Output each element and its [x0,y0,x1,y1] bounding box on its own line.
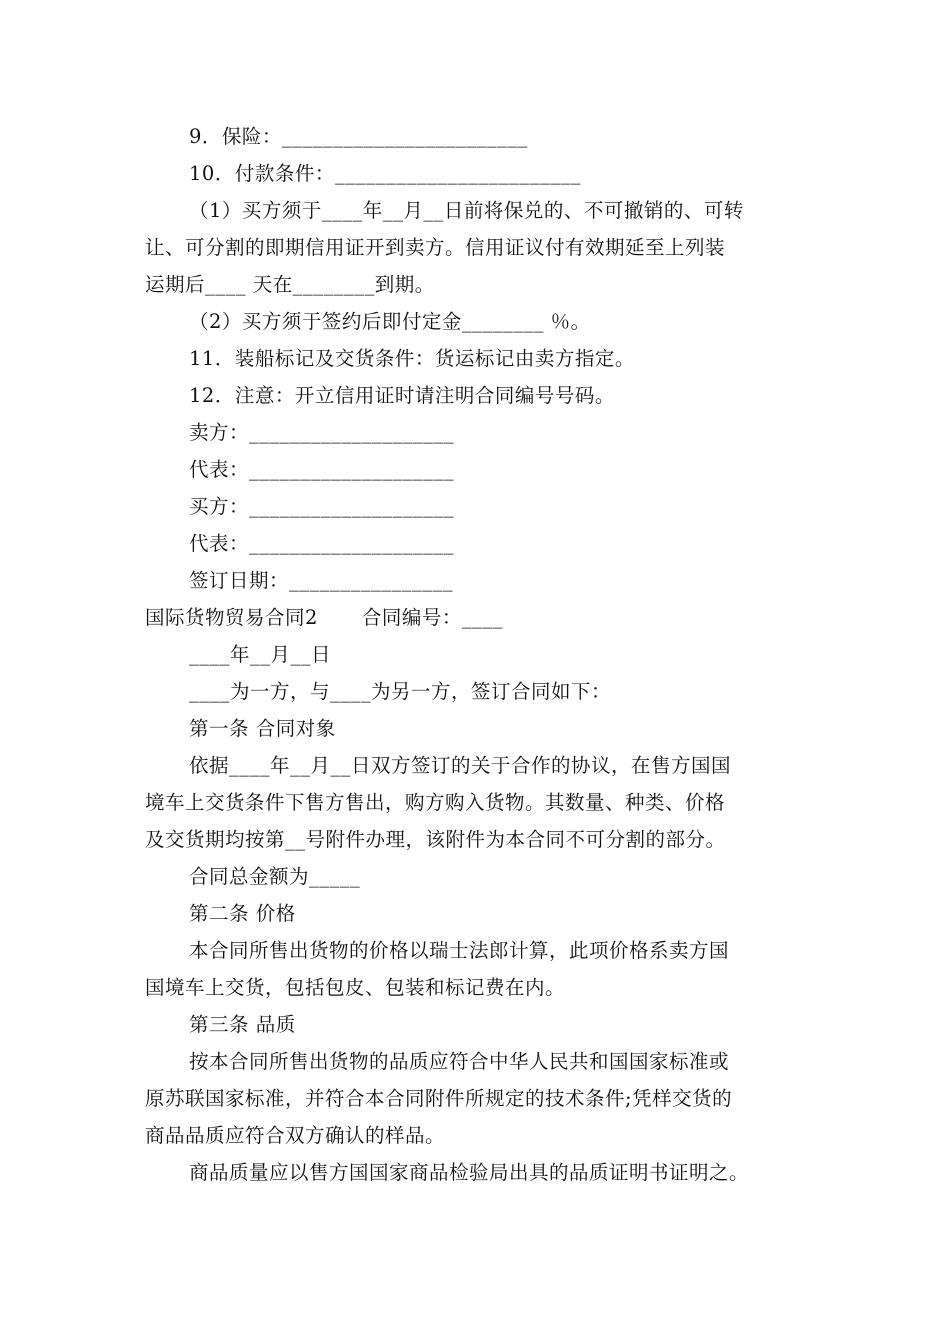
contract-2-number: 合同编号：____ [361,606,503,629]
contract-2-parties: ____为一方，与____为另一方，签订合同如下： [189,680,612,703]
article-1-line-3: 及交货期均按第__号附件办理，该附件为本合同不可分割的部分。 [145,828,726,851]
article-3-line-2: 原苏联国家标准，并符合本合同附件所规定的技术条件;凭样交货的 [145,1087,733,1110]
article-1-line-1: 依据____年__月__日双方签订的关于合作的协议，在售方国国 [189,754,732,777]
article-2-heading: 第二条 价格 [189,902,296,925]
buyer-signature-line: 买方：____________________ [189,495,455,518]
contract-2-title: 国际货物贸易合同2 [145,606,318,629]
seller-signature-line: 卖方：____________________ [189,421,455,444]
clause-9-insurance: 9．保险：________________________ [189,125,528,148]
seller-representative-line: 代表：____________________ [189,458,455,481]
contract-2-date: ____年__月__日 [189,643,332,666]
clause-10-1-line-1: （1）买方须于____年__月__日前将保兑的、不可撤销的、可转 [189,199,744,222]
contract-2-header [145,599,807,636]
clause-10-1-line-2: 让、可分割的即期信用证开到卖方。信用证议付有效期延至上列装 [145,236,726,259]
article-1-line-2: 境车上交货条件下售方售出，购方购入货物。其数量、种类、价格 [145,791,726,814]
article-2-line-2: 国境车上交货，包括包皮、包装和标记费在内。 [145,976,566,999]
clause-12-notice: 12．注意：开立信用证时请注明合同编号号码。 [189,384,615,407]
article-3-line-3: 商品品质应符合双方确认的样品。 [145,1124,446,1147]
clause-10-payment: 10．付款条件：________________________ [189,162,581,185]
buyer-representative-line: 代表：____________________ [189,532,455,555]
article-3-line-1: 按本合同所售出货物的品质应符合中华人民共和国国家标准或 [189,1050,730,1073]
article-3-quality-certificate: 商品质量应以售方国国家商品检验局出具的品质证明书证明之。 [189,1161,750,1184]
article-2-line-1: 本合同所售出货物的价格以瑞士法郎计算，此项价格系卖方国 [189,939,730,962]
article-1-total-amount: 合同总金额为_____ [189,865,361,888]
signing-date-line: 签订日期：________________ [189,569,454,592]
clause-11-marking: 11．装船标记及交货条件：货运标记由卖方指定。 [189,347,635,370]
clause-10-2: （2）买方须于签约后即付定金________ ％。 [189,310,591,333]
article-3-heading: 第三条 品质 [189,1013,296,1036]
article-1-heading: 第一条 合同对象 [189,717,336,740]
document-body [145,118,807,1191]
clause-10-1-line-3: 运期后____ 天在________到期。 [145,273,435,296]
